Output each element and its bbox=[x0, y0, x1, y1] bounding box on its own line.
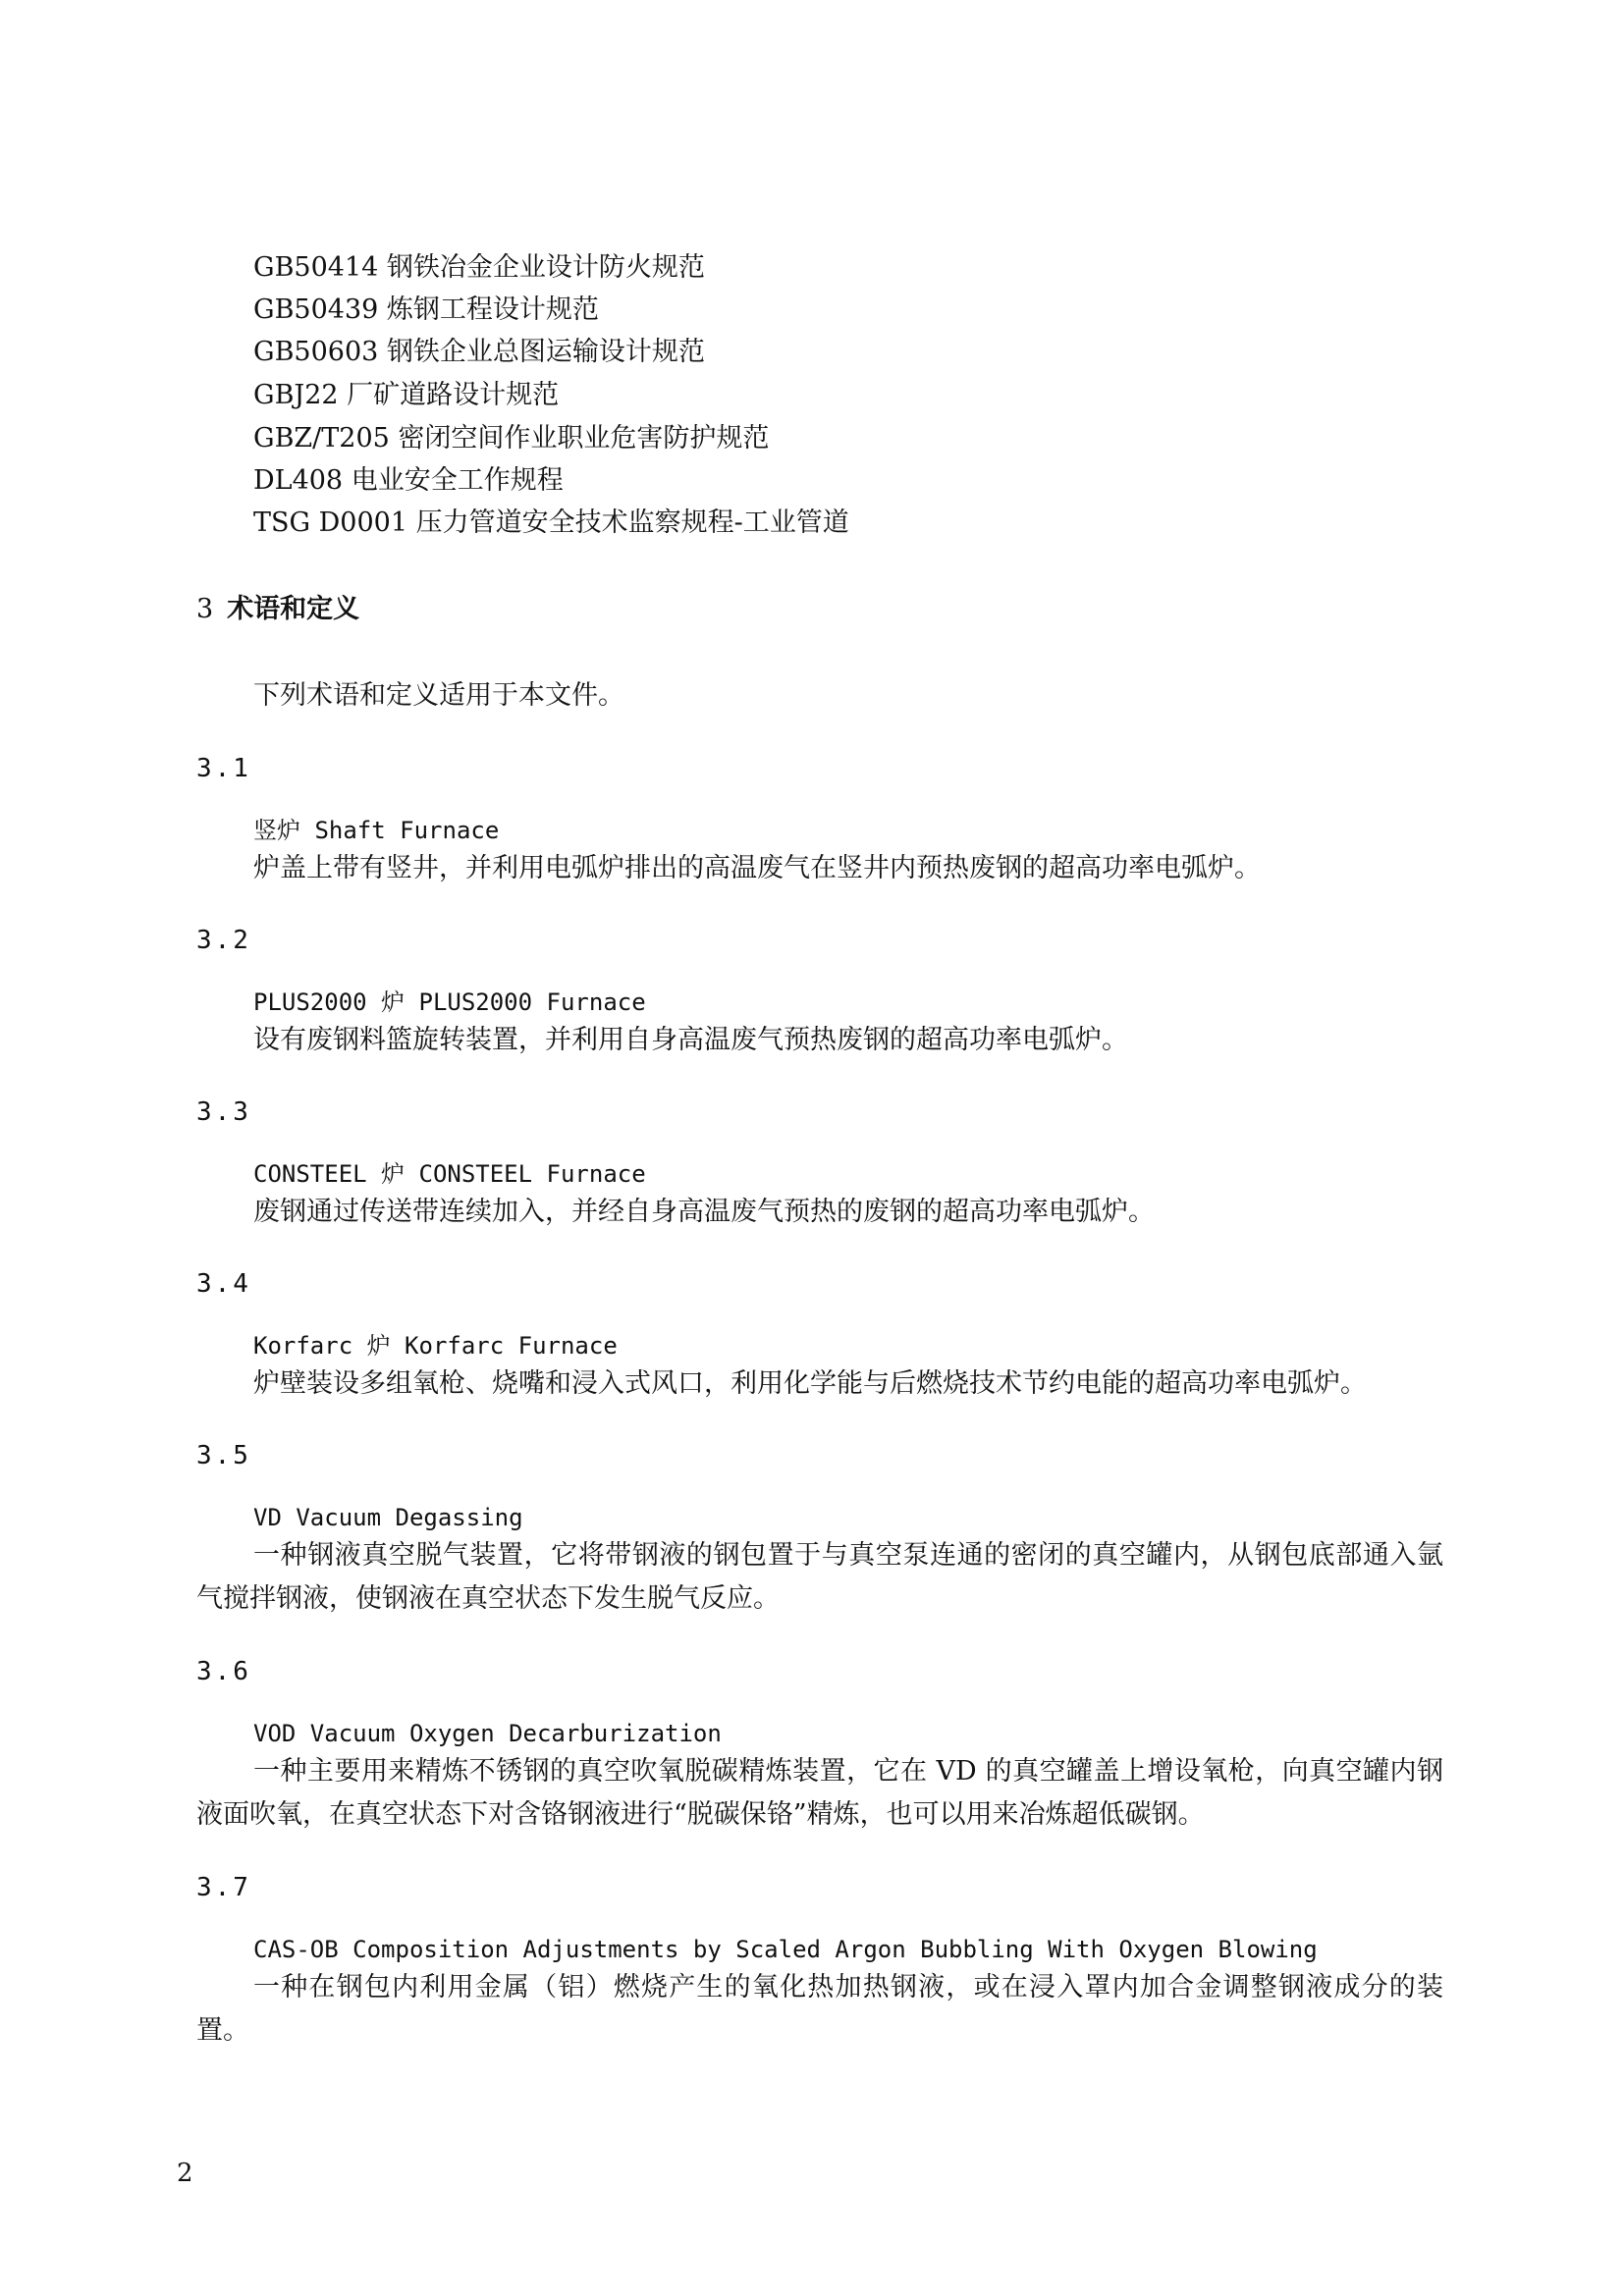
section-heading bbox=[196, 590, 359, 629]
term-number: 3.5 bbox=[196, 1441, 251, 1470]
page-number: 2 bbox=[177, 2159, 193, 2188]
section-number: 3 bbox=[196, 594, 214, 624]
term-definition: 设有废钢料篮旋转装置，并利用自身高温废气预热废钢的超高功率电弧炉。 bbox=[253, 1025, 1128, 1055]
term-name: PLUS2000 炉 PLUS2000 Furnace bbox=[253, 988, 646, 1016]
term-name: 竖炉 Shaft Furnace bbox=[253, 817, 500, 844]
term-number: 3.1 bbox=[196, 754, 251, 783]
term-definition: 废钢通过传送带连续加入，并经自身高温废气预热的废钢的超高功率电弧炉。 bbox=[253, 1197, 1155, 1227]
term-definition: 炉盖上带有竖井，并利用电弧炉排出的高温废气在竖井内预热废钢的超高功率电弧炉。 bbox=[253, 853, 1261, 883]
term-name: VOD Vacuum Oxygen Decarburization bbox=[253, 1720, 722, 1747]
reference-item: GBZ/T205 密闭空间作业职业危害防护规范 bbox=[253, 423, 770, 454]
term-definition: 一种钢液真空脱气装置，它将带钢液的钢包置于与真空泵连通的密闭的真空罐内，从钢包底部通入氩气搅拌钢液，使钢液在真空状态下发生脱气反应。 bbox=[196, 1540, 1443, 1614]
reference-item: GB50439 炼钢工程设计规范 bbox=[253, 294, 599, 325]
term-definition: 一种主要用来精炼不锈钢的真空吹氧脱碳精炼装置，它在 VD 的真空罐盖上增设氧枪，向真空罐内钢液面吹氧，在真空状态下对含铬钢液进行“脱碳保铬”精炼，也可以用来冶炼超低碳钢。 bbox=[196, 1756, 1443, 1830]
term-name: CAS-OB Composition Adjustments by Scaled Argon Bubbling With Oxygen Blowing bbox=[253, 1936, 1318, 1963]
term-name: Korfarc 炉 Korfarc Furnace bbox=[253, 1332, 618, 1360]
term-number: 3.6 bbox=[196, 1657, 251, 1686]
section-title: 术语和定义 bbox=[227, 594, 360, 624]
section-intro: 下列术语和定义适用于本文件。 bbox=[253, 680, 624, 711]
term-number: 3.4 bbox=[196, 1269, 251, 1299]
term-number: 3.3 bbox=[196, 1097, 251, 1127]
term-number: 3.7 bbox=[196, 1873, 251, 1902]
reference-item: DL408 电业安全工作规程 bbox=[253, 465, 564, 496]
reference-item: GB50603 钢铁企业总图运输设计规范 bbox=[253, 337, 705, 367]
term-definition: 一种在钢包内利用金属（铝）燃烧产生的氧化热加热钢液，或在浸入罩内加合金调整钢液成分的装置。 bbox=[196, 1972, 1443, 2046]
term-number: 3.2 bbox=[196, 926, 251, 955]
reference-item: GBJ22 厂矿道路设计规范 bbox=[253, 380, 560, 410]
reference-item: TSG D0001 压力管道安全技术监察规程-工业管道 bbox=[253, 507, 849, 538]
term-definition: 炉壁装设多组氧枪、烧嘴和浸入式风口，利用化学能与后燃烧技术节约电能的超高功率电弧炉。 bbox=[253, 1368, 1367, 1399]
term-name: VD Vacuum Degassing bbox=[253, 1504, 523, 1531]
term-name: CONSTEEL 炉 CONSTEEL Furnace bbox=[253, 1160, 646, 1188]
reference-item: GB50414 钢铁冶金企业设计防火规范 bbox=[253, 252, 705, 283]
